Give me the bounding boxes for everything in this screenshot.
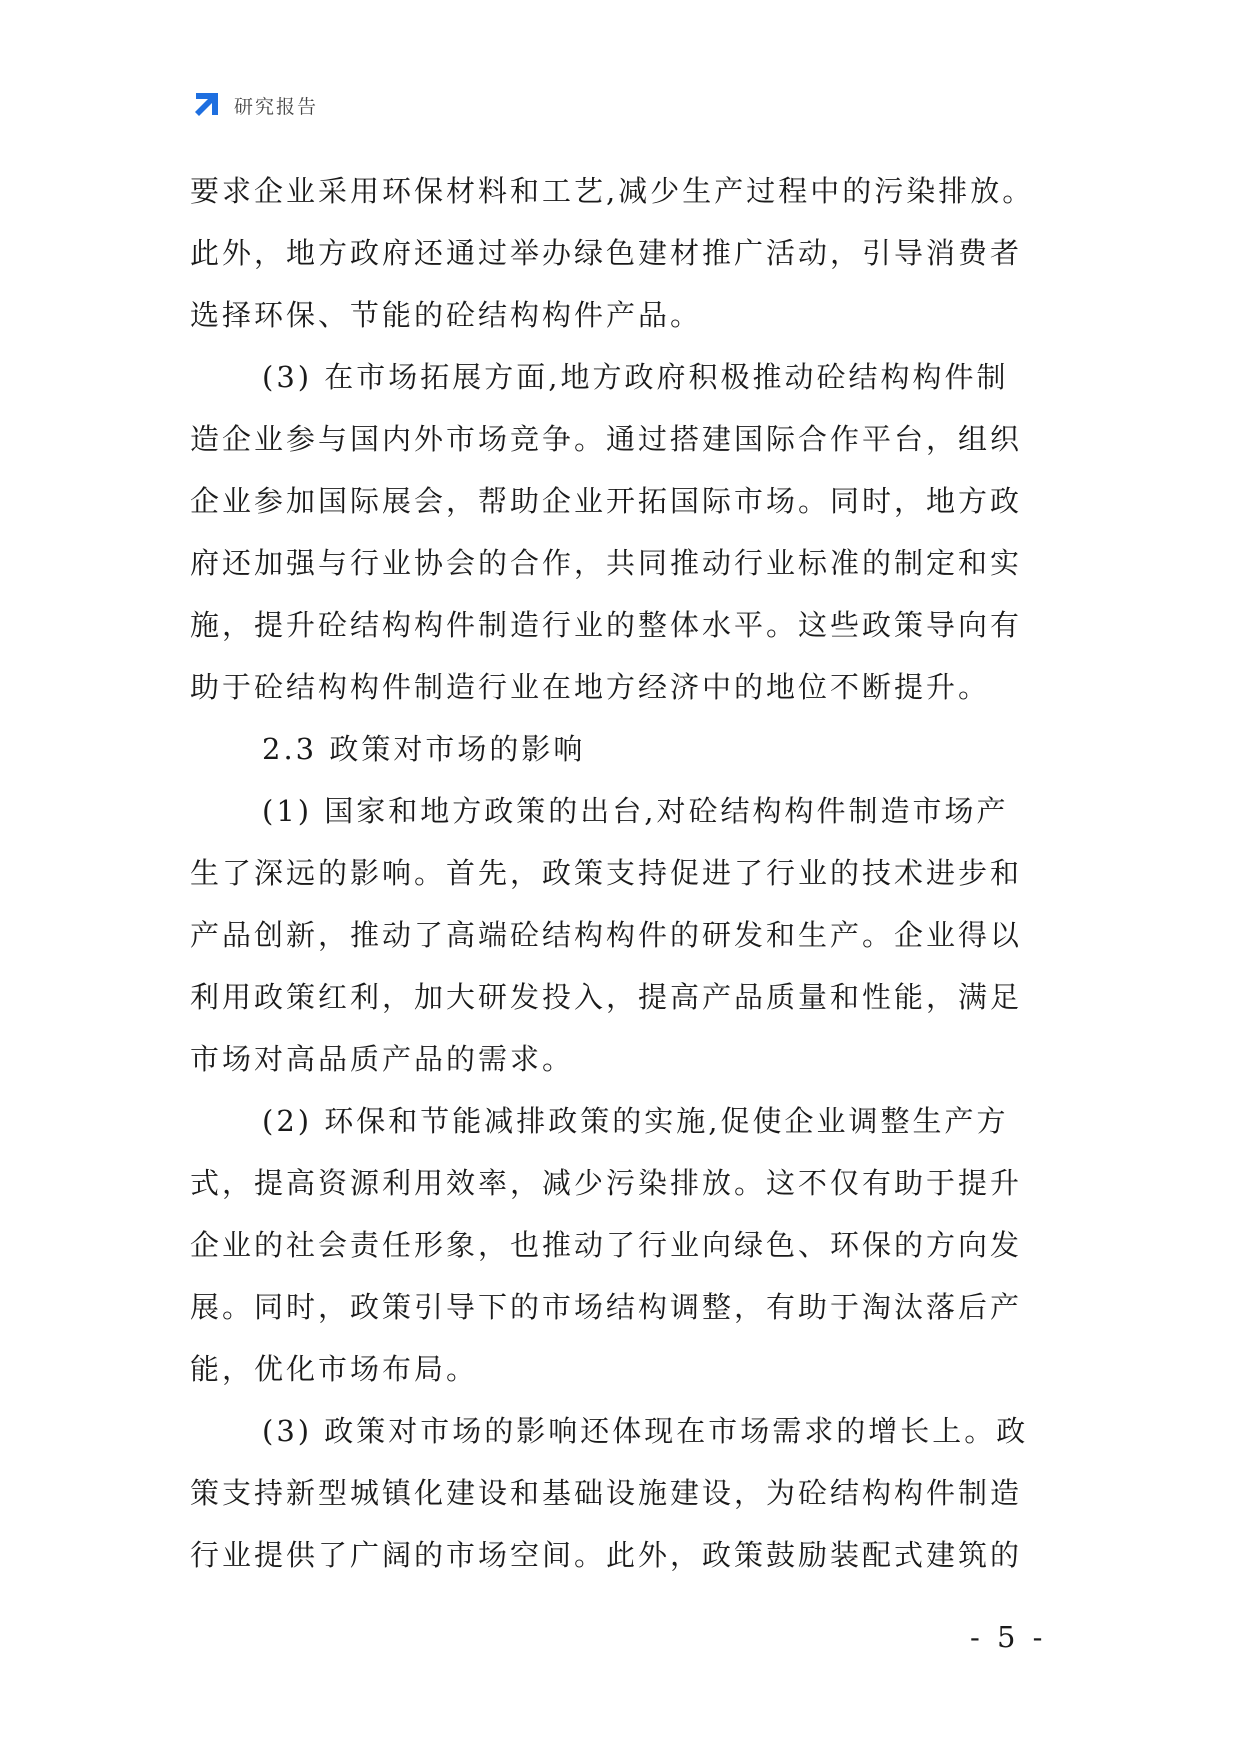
- text-line: 助于砼结构构件制造行业在地方经济中的地位不断提升。: [190, 670, 991, 704]
- text-line: 府还加强与行业协会的合作，共同推动行业标准的制定和实: [190, 546, 1023, 580]
- text-line: 企业的社会责任形象，也推动了行业向绿色、环保的方向发: [190, 1228, 1023, 1262]
- text-line: 策支持新型城镇化建设和基础设施建设，为砼结构构件制造: [190, 1476, 1023, 1510]
- text-line: 企业参加国际展会，帮助企业开拓国际市场。同时，地方政: [190, 484, 1023, 518]
- text-line: 选择环保、节能的砼结构构件产品。: [190, 298, 703, 332]
- text-line: 式，提高资源利用效率，减少污染排放。这不仅有助于提升: [190, 1166, 1023, 1200]
- paragraph-start: (1) 国家和地方政策的出台,对砼结构构件制造市场产: [262, 794, 1009, 828]
- paragraph-start: (3) 在市场拓展方面,地方政府积极推动砼结构构件制: [262, 360, 1009, 394]
- text-line: 市场对高品质产品的需求。: [190, 1042, 575, 1076]
- page-number: - 5 -: [970, 1620, 1047, 1654]
- text-line: 施，提升砼结构构件制造行业的整体水平。这些政策导向有: [190, 608, 1023, 642]
- header-title: 研究报告: [234, 95, 319, 118]
- text-line: 能，优化市场布局。: [190, 1352, 479, 1386]
- text-line: 造企业参与国内外市场竞争。通过搭建国际合作平台，组织: [190, 422, 1023, 456]
- text-line: 此外，地方政府还通过举办绿色建材推广活动，引导消费者: [190, 236, 1023, 270]
- text-line: 展。同时，政策引导下的市场结构调整，有助于淘汰落后产: [190, 1290, 1023, 1324]
- arrow-up-right-icon: [190, 89, 222, 121]
- text-line: 利用政策红利，加大研发投入，提高产品质量和性能，满足: [190, 980, 1023, 1014]
- section-heading: 2.3 政策对市场的影响: [262, 732, 586, 766]
- document-body: [190, 160, 1050, 1586]
- text-line: 行业提供了广阔的市场空间。此外，政策鼓励装配式建筑的: [190, 1538, 1023, 1572]
- paragraph-start: (2) 环保和节能减排政策的实施,促使企业调整生产方: [262, 1104, 1009, 1138]
- text-line: 产品创新，推动了高端砼结构构件的研发和生产。企业得以: [190, 918, 1023, 952]
- text-line: 生了深远的影响。首先，政策支持促进了行业的技术进步和: [190, 856, 1023, 890]
- text-line: 要求企业采用环保材料和工艺,减少生产过程中的污染排放。: [190, 174, 1035, 208]
- paragraph-start: (3) 政策对市场的影响还体现在市场需求的增长上。政: [262, 1414, 1029, 1448]
- page-header: [190, 88, 318, 122]
